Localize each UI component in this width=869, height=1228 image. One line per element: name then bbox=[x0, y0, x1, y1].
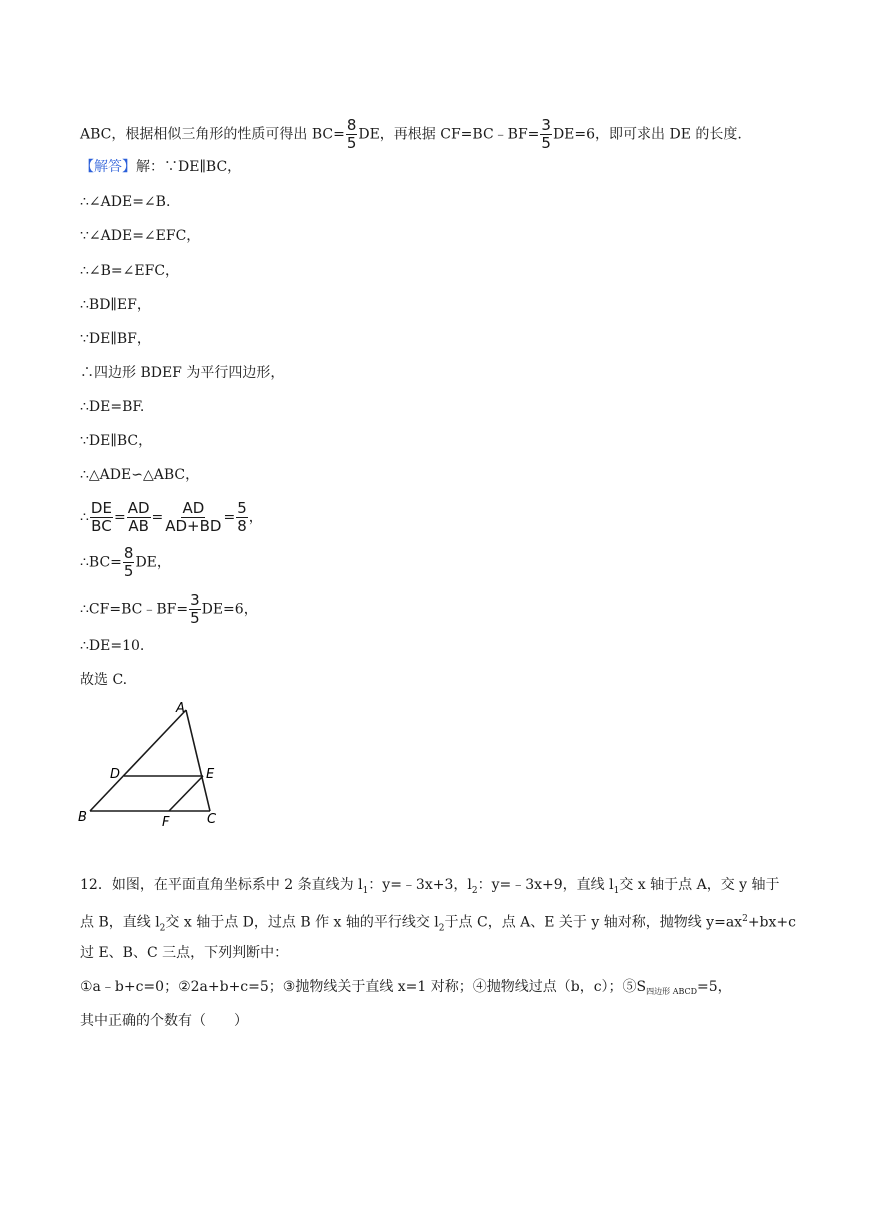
fraction-5-8: $\frac{5}{8}$ bbox=[237, 499, 247, 535]
choice-line: 故选 C. bbox=[80, 672, 128, 688]
analysis-line bbox=[80, 117, 742, 152]
answer-tag: 【解答】 bbox=[80, 159, 136, 175]
fraction-de-bc: $\frac{DE}{BC}$ bbox=[90, 499, 112, 535]
analysis-text-2: DE，再根据 CF=BC﹣BF= bbox=[358, 126, 540, 143]
cf-line: ∴CF=BC﹣BF= $\frac{3}{5}$ DE=6， bbox=[80, 591, 258, 627]
proof-line: ∴△ADE∽△ABC， bbox=[80, 467, 200, 483]
analysis-text-1: ABC，根据相似三角形的性质可得出 BC= bbox=[80, 126, 345, 143]
question12-line3: 过 E、B、C 三点，下列判断中： bbox=[80, 945, 289, 961]
fraction-3-5: $\frac{3}{5}$ bbox=[541, 116, 551, 152]
proof-line: ∴四边形 BDEF 为平行四边形， bbox=[80, 365, 285, 381]
fraction-8-5: $\frac{8}{5}$ bbox=[346, 116, 357, 152]
answer-header bbox=[80, 158, 241, 176]
ratio-line: ∴ $\frac{DE}{BC}$ = $\frac{AD}{AB}$ = $\frac{AD}{AD+BD}$ = $\frac{5}{8}$ ， bbox=[80, 499, 263, 535]
proof-line: ∴∠B=∠EFC， bbox=[80, 263, 180, 279]
fraction-8-5: $\frac{8}{5}$ bbox=[123, 544, 134, 580]
question12-line5: 其中正确的个数有（ ） bbox=[80, 1013, 248, 1029]
label-e: E bbox=[206, 767, 215, 782]
label-f: F bbox=[162, 815, 170, 830]
fraction-ad-adbd: $\frac{AD}{AD+BD}$ bbox=[165, 499, 222, 535]
label-c: C bbox=[207, 812, 217, 827]
label-d: D bbox=[110, 767, 121, 782]
question12-line1: 12．如图，在平面直角坐标系中 2 条直线为 $l_1$：y=﹣3x+3，$l_2$：y=﹣3x+9，直线 $l_1$交 x 轴于点 A，交 y 轴于 bbox=[80, 877, 780, 896]
fraction-3-5: $\frac{3}{5}$ bbox=[190, 591, 200, 627]
proof-line: ∵∠ADE=∠EFC， bbox=[80, 228, 201, 244]
bc-line: ∴BC= $\frac{8}{5}$ DE， bbox=[80, 544, 171, 580]
proof-line: ∴BD∥EF， bbox=[80, 297, 151, 313]
segment-ef bbox=[169, 776, 203, 811]
analysis-text-3: DE=6，即可求出 DE 的长度. bbox=[552, 126, 742, 143]
fraction-ad-ab: $\frac{AD}{AB}$ bbox=[127, 499, 150, 535]
proof-line: ∵DE∥BF， bbox=[80, 331, 151, 347]
answer-lead: 解：∵DE∥BC， bbox=[136, 159, 242, 175]
triangle-figure bbox=[76, 700, 226, 830]
proof-line: ∵DE∥BC， bbox=[80, 433, 153, 449]
question12-line2: 点 B，直线 $l_2$交 x 轴于点 D，过点 B 作 x 轴的平行线交 $l_2$于点 C，点 A、E 关于 y 轴对称，抛物线 $y=ax^2+bx+c$ bbox=[80, 914, 796, 934]
label-a: A bbox=[176, 701, 185, 716]
de-result-line: ∴DE=10. bbox=[80, 638, 145, 654]
segment-ab bbox=[90, 710, 186, 811]
proof-line: ∴∠ADE=∠B. bbox=[80, 194, 171, 210]
question12-line4: ①a﹣b+c=0；②2a+b+c=5；③抛物线关于直线 x=1 对称；④抛物线过点（b，c）；$⑤S_{四边形 ABCD}=5$， bbox=[80, 979, 732, 996]
label-b: B bbox=[78, 810, 87, 825]
proof-line: ∴DE=BF. bbox=[80, 399, 145, 415]
segment-ac bbox=[186, 710, 210, 811]
